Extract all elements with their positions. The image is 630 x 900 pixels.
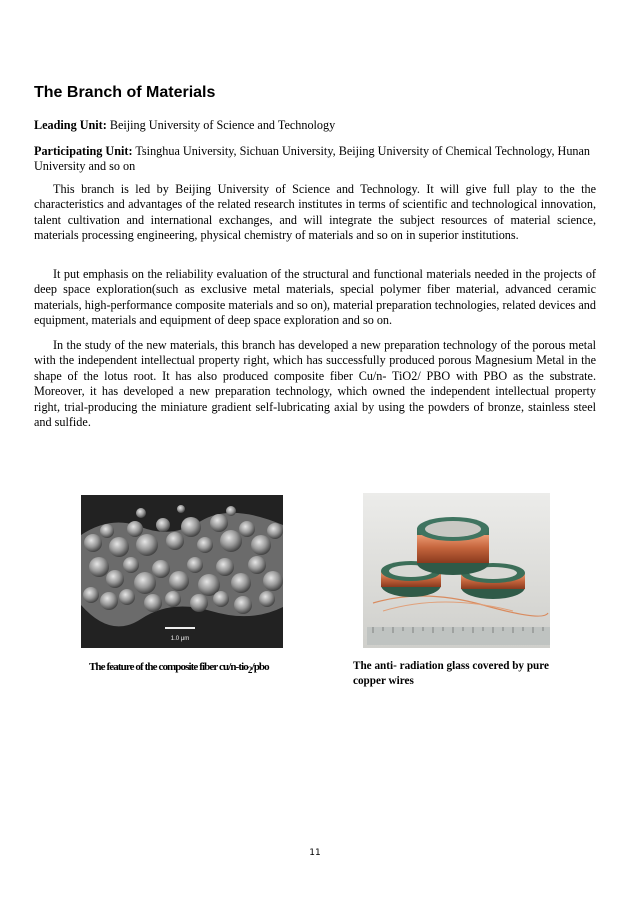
figure-1-caption-subscript: 2	[247, 665, 252, 676]
figure-1-caption	[89, 661, 269, 675]
paragraph-2: It put emphasis on the reliability evaluation of the structural and functional materials needed in the projects of deep space exploration(such as exclusive metal materials, special polymer fiber material, advanced ceramic materials, high-performance composite materials and so on), material preparation technologies, related devices and equipment, materials and equipment of deep space exploration and so on.	[34, 267, 596, 328]
paragraph-1: This branch is led by Beijing University of Science and Technology. It will give full play to the the characteristics and advantages of the related research institutes in terms of scientific and technological innovation, talent cultivation and international exchanges, and will integrate the subject resources of material science, materials processing engineering, physical chemistry of materials and so on in superior institutions.	[34, 182, 596, 243]
copper-rings-photo	[363, 493, 550, 648]
figure-2-caption: The anti- radiation glass covered by pure copper wires	[353, 660, 549, 687]
paragraph-3: In the study of the new materials, this branch has developed a new preparation technology of the porous metal with the independent intellectual property right, which has successfully produced porous Magnesium Metal in the shape of the lotus root. It has also produced composite fiber Cu/n- TiO2/ PBO with PBO as the substrate. Moreover, it has developed a new preparation technology, which owned the independent intellectual property right, trial-producing the miniature gradient self-lubricating axial by using the powders of bronze, stainless steel and sulfide.	[34, 338, 596, 430]
figure-1-caption-suffix: /pbo	[251, 661, 269, 673]
leading-unit-label: Leading Unit:	[34, 118, 107, 132]
sem-micrograph-image	[81, 495, 283, 648]
figure-1-caption-text: The feature of the composite fiber cu/n-tio	[89, 661, 248, 673]
section-heading: The Branch of Materials	[34, 84, 216, 101]
leading-unit-value: Beijing University of Science and Technology	[106, 118, 336, 132]
participating-unit-label: Participating Unit:	[34, 144, 133, 158]
participating-unit-value: Tsinghua University, Sichuan University, Beijing University of Chemical Technology, Hunan University and so on	[34, 144, 591, 174]
page-number: 11	[309, 848, 321, 858]
scale-bar-label: 1.0 μm	[170, 636, 190, 642]
leading-unit-line	[34, 118, 596, 133]
participating-unit-line	[34, 144, 596, 175]
